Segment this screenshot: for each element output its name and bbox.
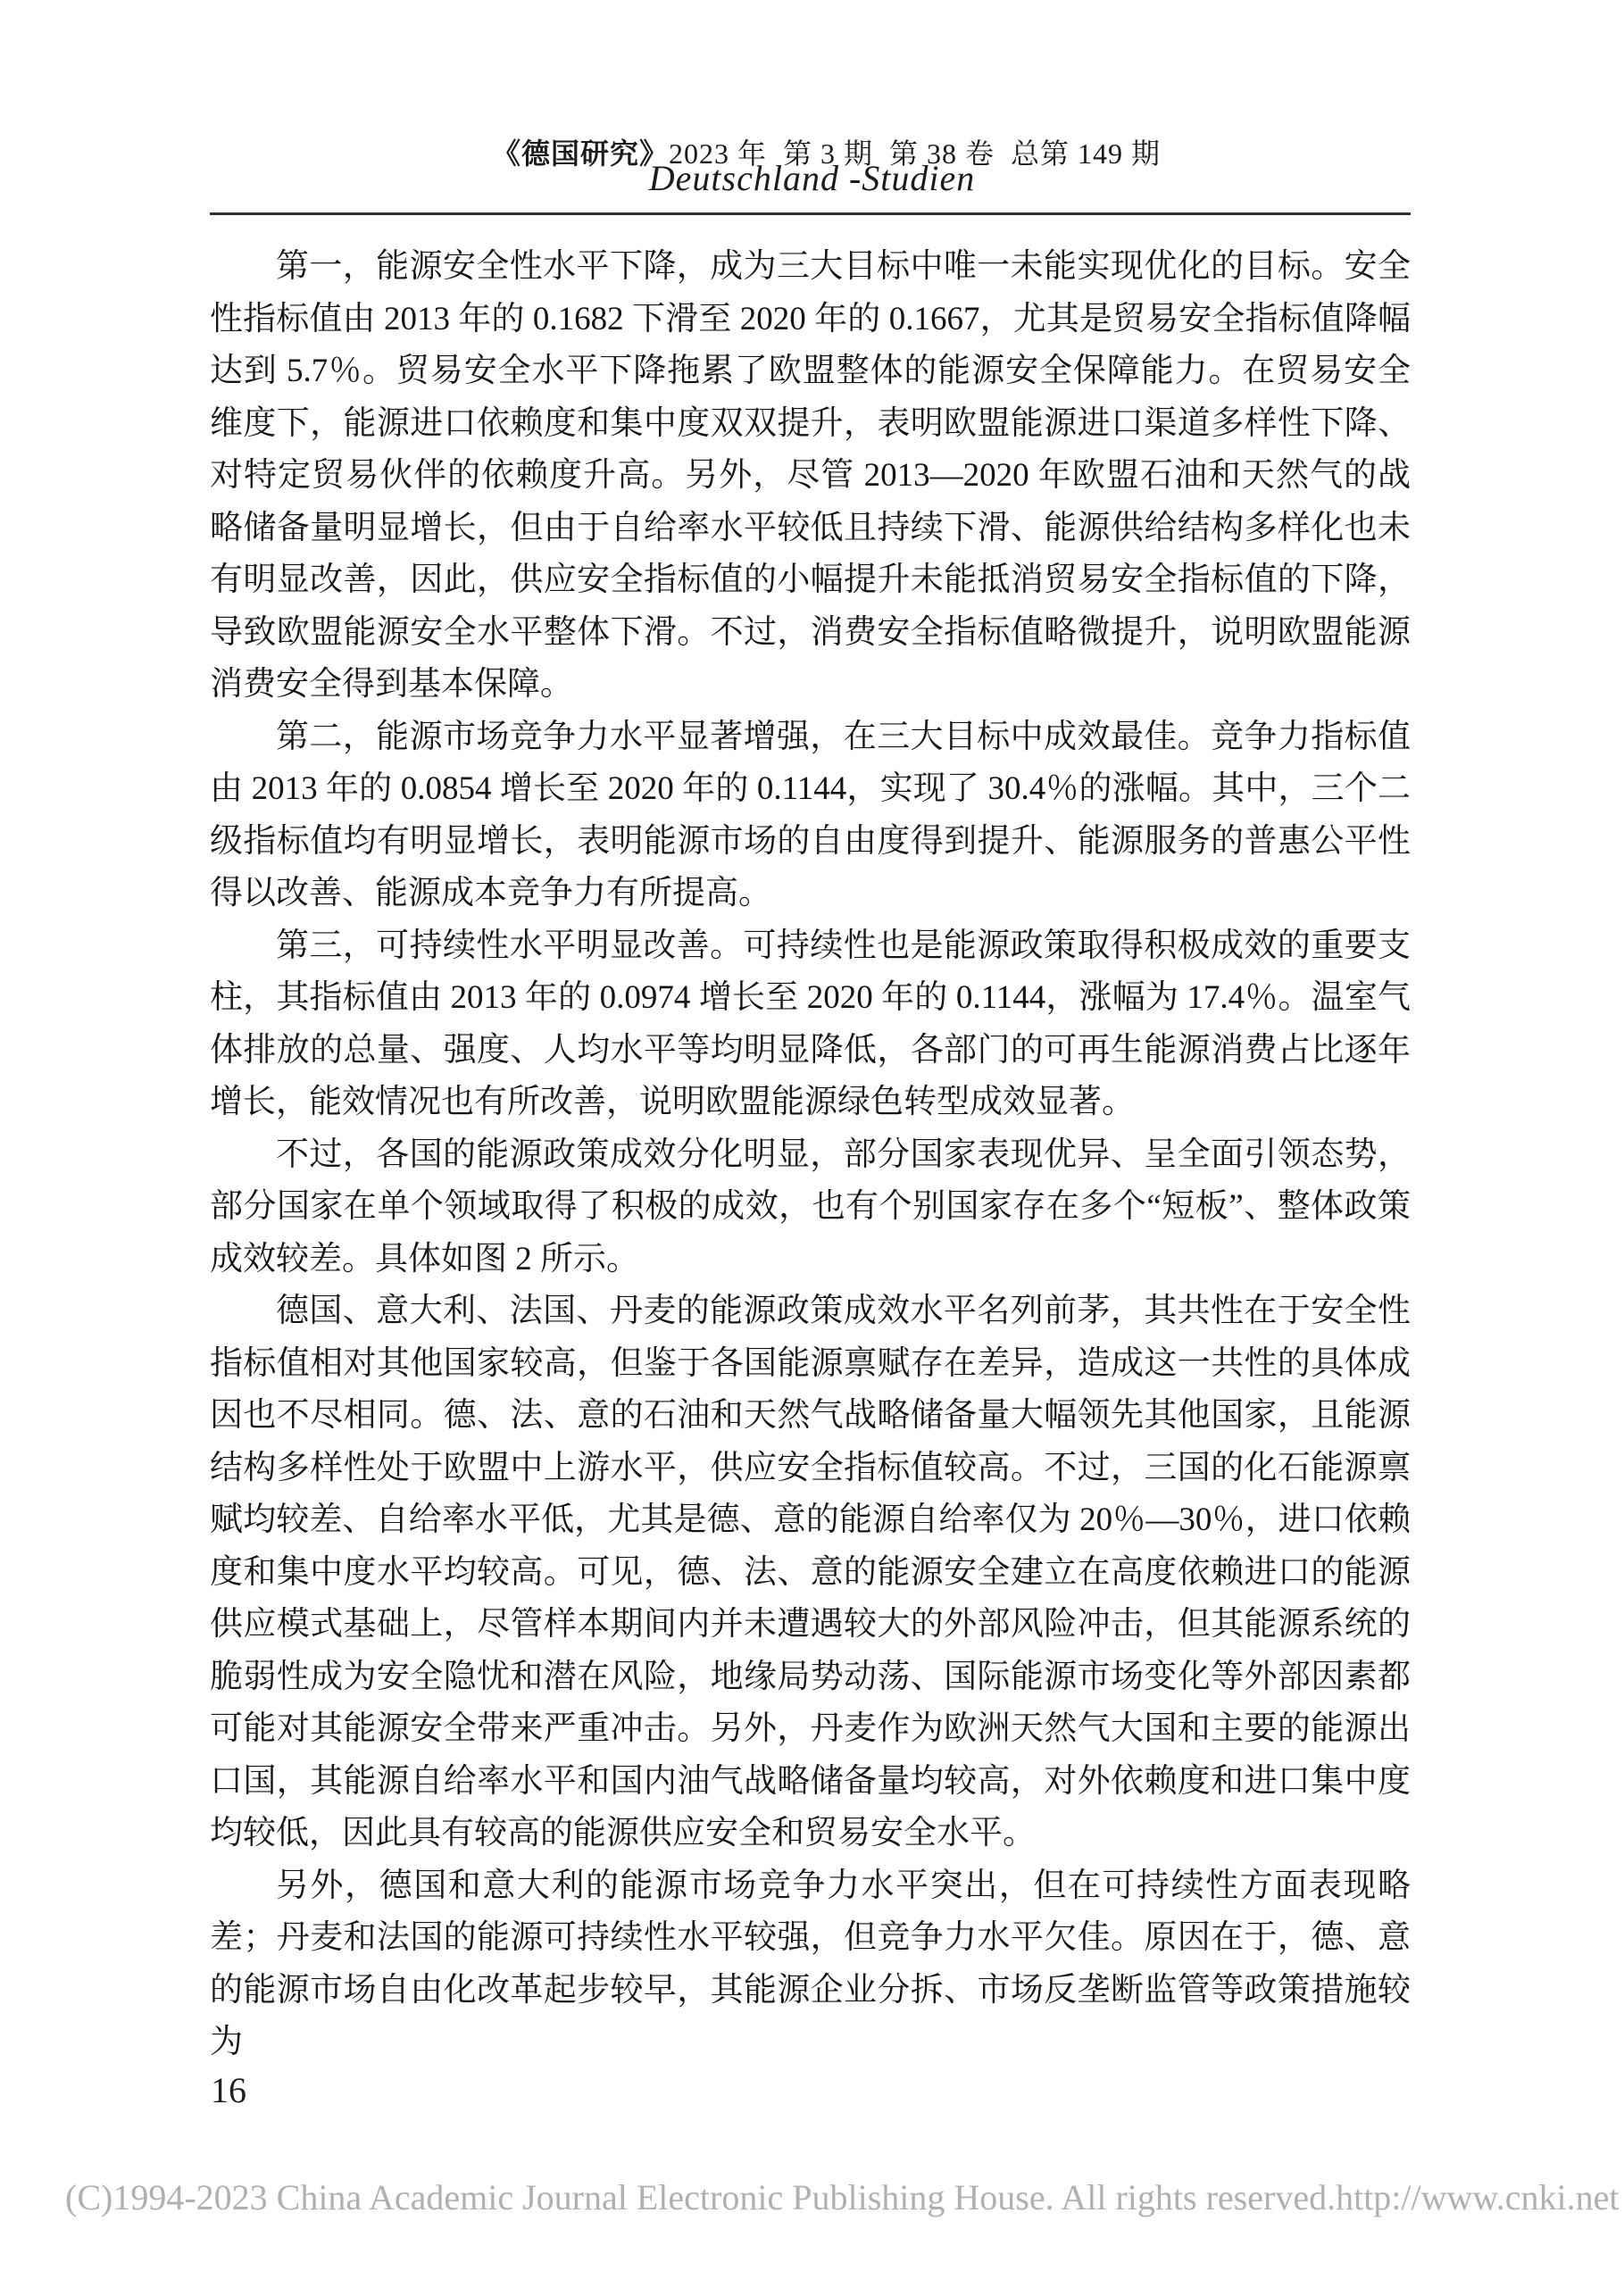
journal-title: 《德国研究》 [491, 137, 669, 170]
issue-info: 2023 年 第 3 期 第 38 卷 总第 149 期 [669, 137, 1162, 170]
article-body [210, 241, 1411, 2069]
paragraph-energy-security: 第一，能源安全性水平下降，成为三大目标中唯一未能实现优化的目标。安全性指标值由 2013 年的 0.1682 下滑至 2020 年的 0.1667，尤其是贸易安全指标值降幅达到 5.7％。贸易安全水平下降拖累了欧盟整体的能源安全保障能力。在贸易安全维度下，能源进口依赖度和集中度双双提升，表明欧盟能源进口渠道多样性下降、对特定贸易伙伴的依赖度升高。另外，尽管 2013—2020 年欧盟石油和天然气的战略储备量明显增长，但由于自给率水平较低且持续下滑、能源供给结构多样化也未有明显改善，因此，供应安全指标值的小幅提升未能抵消贸易安全指标值的下降，导致欧盟能源安全水平整体下滑。不过，消费安全指标值略微提升，说明欧盟能源消费安全得到基本保障。 [210, 248, 1411, 703]
header-divider-rule [210, 212, 1411, 215]
cnki-url: http://www.cnki.net [1336, 2177, 1620, 2217]
paragraph-country-divergence: 不过，各国的能源政策成效分化明显，部分国家表现优异、呈全面引领态势，部分国家在单个领域取得了积极的成效，也有个别国家存在多个“短板”、整体政策成效较差。具体如图 2 所示。 [210, 1136, 1411, 1277]
page-number: 16 [211, 2070, 246, 2110]
copyright-notice: (C)1994-2023 China Academic Journal Electronic Publishing House. All rights reserved. [65, 2177, 1337, 2217]
journal-subtitle: Deutschland -Studien [648, 158, 976, 198]
paragraph-germany-italy-comparison: 另外，德国和意大利的能源市场竞争力水平突出，但在可持续性方面表现略差；丹麦和法国的能源可持续性水平较强，但竞争力水平欠佳。原因在于，德、意的能源市场自由化改革起步较早，其能源企业分拆、市场反垄断监管等政策措施较为 [210, 1867, 1411, 2060]
paragraph-market-competitiveness: 第二，能源市场竞争力水平显著增强，在三大目标中成效最佳。竞争力指标值由 2013 年的 0.0854 增长至 2020 年的 0.1144，实现了 30.4％的涨幅。其中，三个二级指标值均有明显增长，表明能源市场的自由度得到提升、能源服务的普惠公平性得以改善、能源成本竞争力有所提高。 [210, 718, 1411, 911]
paragraph-sustainability: 第三，可持续性水平明显改善。可持续性也是能源政策取得积极成效的重要支柱，其指标值由 2013 年的 0.0974 增长至 2020 年的 0.1144，涨幅为 17.4％。温室气体排放的总量、强度、人均水平等均明显降低，各部门的可再生能源消费占比逐年增长，能效情况也有所改善，说明欧盟能源绿色转型成效显著。 [210, 927, 1411, 1120]
scan-footer [65, 2176, 1620, 2219]
paragraph-leading-countries: 德国、意大利、法国、丹麦的能源政策成效水平名列前茅，其共性在于安全性指标值相对其他国家较高，但鉴于各国能源禀赋存在差异，造成这一共性的具体成因也不尽相同。德、法、意的石油和天然气战略储备量大幅领先其他国家，且能源结构多样性处于欧盟中上游水平，供应安全指标值较高。不过，三国的化石能源禀赋均较差、自给率水平低，尤其是德、意的能源自给率仅为 20％—30％，进口依赖度和集中度水平均较高。可见，德、法、意的能源安全建立在高度依赖进口的能源供应模式基础上，尽管样本期间内并未遭遇较大的外部风险冲击，但其能源系统的脆弱性成为安全隐忧和潜在风险，地缘局势动荡、国际能源市场变化等外部因素都可能对其能源安全带来严重冲击。另外，丹麦作为欧洲天然气大国和主要的能源出口国，其能源自给率水平和国内油气战略储备量均较高，对外依赖度和进口集中度均较低，因此具有较高的能源供应安全和贸易安全水平。 [210, 1293, 1411, 1851]
